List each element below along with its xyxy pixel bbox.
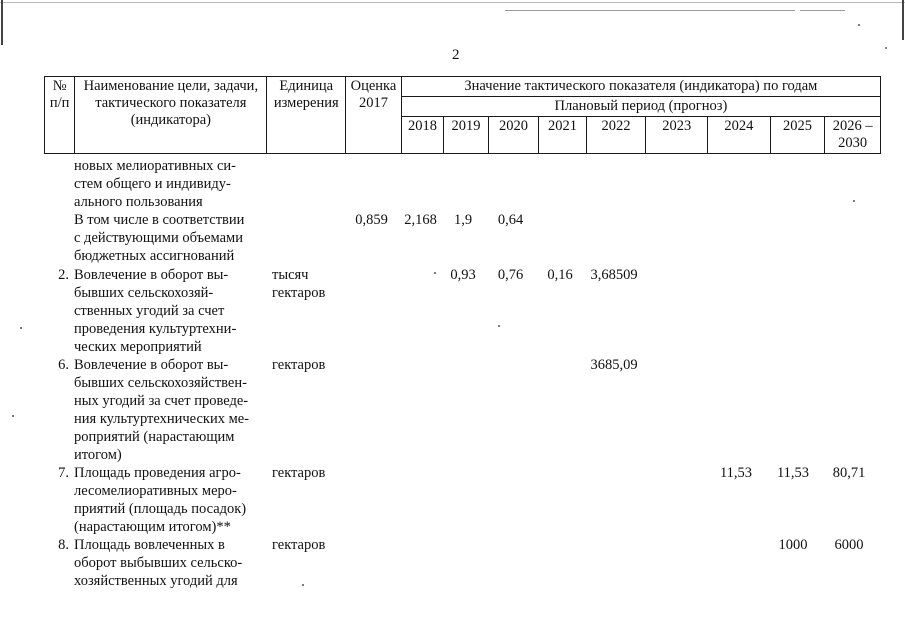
row-name: Площадь вовлеченных в оборот выбывших сельско- хозяйственных угодий для [74, 537, 243, 589]
header-year: 2018 [401, 117, 443, 154]
header-year: 2026 – 2030 [825, 117, 881, 154]
header-year: 2025 [770, 117, 825, 154]
value-2019: 0,93 [450, 267, 476, 283]
row-number: 6. [58, 357, 69, 373]
row-unit: гектаров [272, 357, 326, 373]
value-2020: 0,64 [497, 212, 524, 228]
scan-speck [302, 584, 304, 586]
value-2021: 0,16 [547, 267, 573, 283]
row-number: 8. [58, 537, 69, 553]
row-name: Площадь проведения агро- лесомелиоративных меро- приятий (площадь посадок) (нарастающим итогом)** [74, 465, 247, 535]
row-name: В том числе в соответствии с действующими объемами бюджетных ассигнований [74, 212, 245, 264]
header-unit: Единица измерения [267, 77, 346, 154]
header-name: Наименование цели, задачи, тактического показателя (индикатора) [75, 77, 267, 154]
scan-line [800, 10, 845, 11]
scan-border-left [1, 0, 3, 45]
row-unit: гектаров [272, 465, 326, 481]
scan-speck [12, 415, 14, 417]
scan-speck [853, 200, 855, 202]
header-year: 2022 [586, 117, 646, 154]
row-name: новых мелиоративных си- стем общего и индивиду- ального пользования [74, 158, 236, 210]
value-2026-2030: 80,71 [832, 465, 866, 481]
header-plan-period: Плановый период (прогноз) [401, 97, 880, 117]
scan-speck [498, 325, 500, 327]
scan-border-right [902, 0, 904, 40]
value-2019: 1,9 [453, 212, 473, 228]
row-name: Вовлечение в оборот вы- бывших сельскохозяйствен- ных угодий за счет проведе- ния культуртехнических ме- роприятий (нарастающим итогом) [74, 357, 250, 463]
scan-line [505, 10, 795, 11]
value-2022: 3,68509 [590, 267, 638, 283]
header-year: 2024 [708, 117, 771, 154]
value-2025: 11,53 [776, 465, 810, 481]
value-estimate-2017: 0,859 [355, 212, 388, 228]
value-2020: 0,76 [497, 267, 524, 283]
row-number: 2. [58, 267, 69, 283]
row-unit: гектаров [272, 537, 326, 553]
header-estimate: Оценка 2017 [346, 77, 402, 154]
header-year: 2021 [539, 117, 587, 154]
header-year: 2020 [488, 117, 539, 154]
scan-speck [885, 47, 887, 49]
page-number: 2 [452, 47, 460, 63]
header-year: 2023 [646, 117, 708, 154]
table-header [44, 76, 881, 154]
header-number: № п/п [45, 77, 75, 154]
row-unit: тысяч гектаров [272, 267, 326, 301]
row-number: 7. [58, 465, 69, 481]
value-2024: 11,53 [719, 465, 753, 481]
value-2025: 1000 [778, 537, 808, 553]
scan-speck [434, 272, 436, 274]
scan-border-top [0, 2, 905, 3]
scan-speck [20, 327, 22, 329]
header-year: 2019 [444, 117, 488, 154]
value-2018: 2,168 [404, 212, 437, 228]
scan-speck [858, 24, 860, 26]
value-2022: 3685,09 [590, 357, 638, 373]
row-name: Вовлечение в оборот вы- бывших сельскохозяй- ственных угодий за счет проведения культуртехни- ческих мероприятий [74, 267, 237, 355]
value-2026-2030: 6000 [834, 537, 864, 553]
header-values-by-year: Значение тактического показателя (индикатора) по годам [401, 77, 880, 97]
